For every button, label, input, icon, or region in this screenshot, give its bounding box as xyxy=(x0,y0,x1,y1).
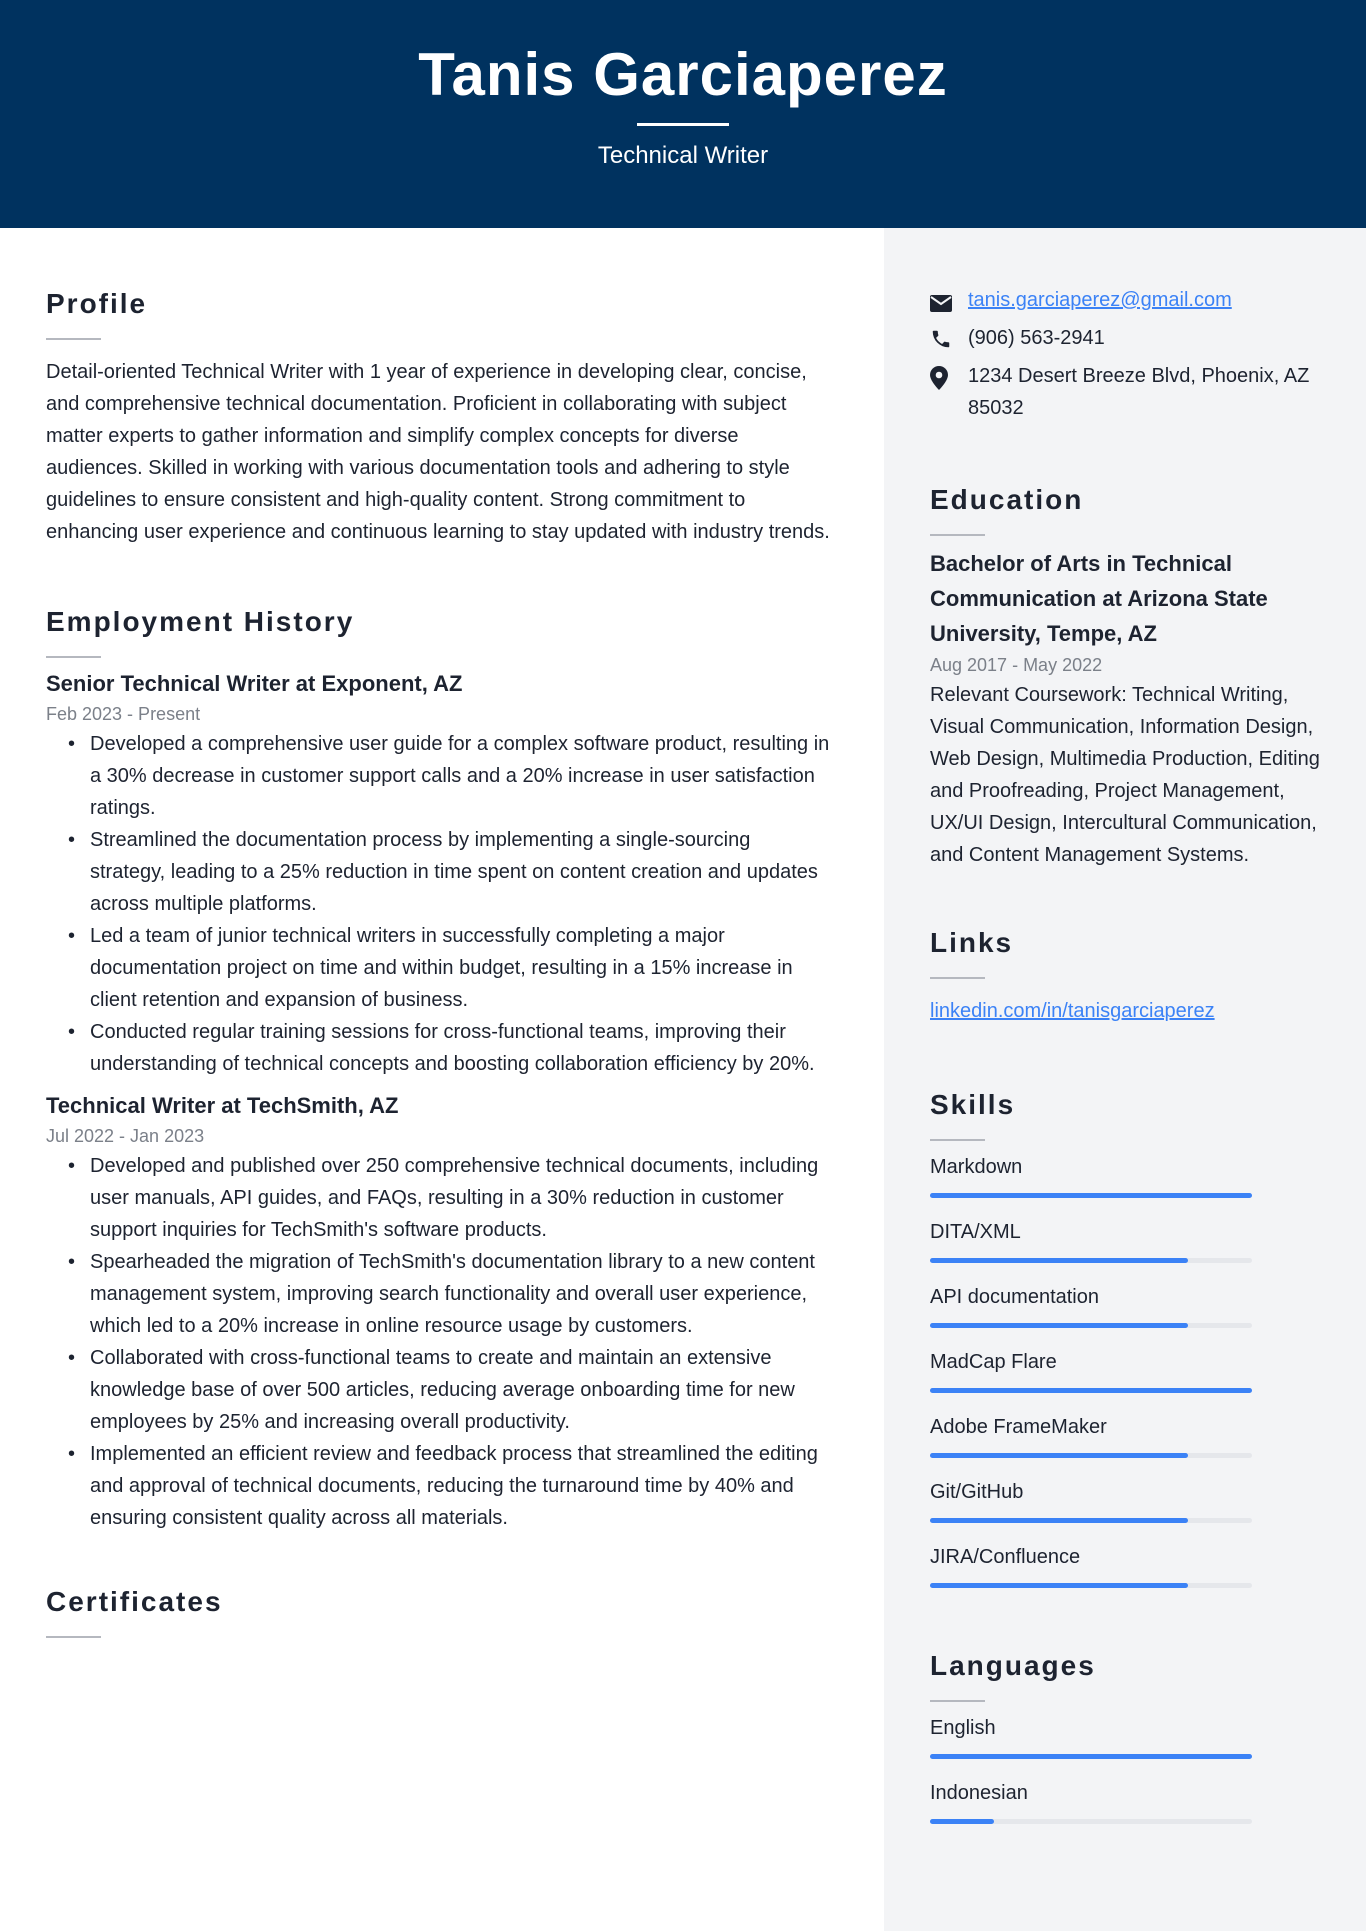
envelope-icon xyxy=(930,284,968,322)
employment-section xyxy=(46,606,830,1534)
contact-section xyxy=(930,284,1366,424)
education-details: Relevant Coursework: Technical Writing, Visual Communication, Information Design, Web Design, Multimedia Production, Editing and Proofreading, Project Management, UX/UI Design, Intercultural Communication, and Content Management Systems. xyxy=(930,684,1320,866)
section-heading: Links xyxy=(930,927,1014,958)
job-dates: Jul 2022 - Jan 2023 xyxy=(46,1126,205,1146)
education-dates: Aug 2017 - May 2022 xyxy=(930,655,1103,675)
education-section xyxy=(930,484,1330,871)
job-title: Senior Technical Writer at Exponent, AZ xyxy=(46,671,463,696)
skill-item xyxy=(930,1153,1252,1198)
section-heading: Languages xyxy=(930,1650,1096,1681)
skill-item xyxy=(930,1543,1252,1588)
skills-name: Adobe FrameMaker xyxy=(930,1416,1107,1438)
level-bar xyxy=(930,1193,1252,1198)
skill-item xyxy=(930,1478,1252,1523)
level-fill xyxy=(930,1258,1188,1263)
level-fill xyxy=(930,1453,1188,1458)
sidebar xyxy=(884,228,1366,1931)
level-fill xyxy=(930,1819,994,1824)
contact-address xyxy=(930,360,1366,424)
bullet-item: • Conducted regular training sessions for cross-functional teams, improving their understanding of technical concepts and boosting collaboration efficiency by 20%. xyxy=(90,1016,830,1080)
skill-item xyxy=(930,1218,1252,1263)
bullet-item: • Developed a comprehensive user guide for a complex software product, resulting in a 30% decrease in customer support calls and a 20% increase in user satisfaction ratings. xyxy=(90,728,830,824)
profile-text: Detail-oriented Technical Writer with 1 year of experience in developing clear, concise, and comprehensive technical documentation. Proficient in collaborating with subject matter experts to gather information and simplify complex concepts for diverse audiences. Skilled in working with various documentation tools and adhering to style guidelines to ensure consistent and high-quality content. Strong commitment to enhancing user experience and continuous learning to stay updated with industry trends. xyxy=(46,361,830,543)
skill-item xyxy=(930,1348,1252,1393)
skill-item xyxy=(930,1413,1252,1458)
contact-phone xyxy=(930,322,1366,360)
skill-item xyxy=(930,1283,1252,1328)
contact-email xyxy=(930,284,1366,322)
level-bar xyxy=(930,1754,1252,1759)
job-entry xyxy=(46,668,830,1080)
candidate-name: Tanis Garciaperez xyxy=(418,41,948,108)
section-heading: Profile xyxy=(46,288,148,319)
degree-title: Bachelor of Arts in Technical Communication at Arizona State University, Tempe, AZ xyxy=(930,551,1268,646)
skills-name: Markdown xyxy=(930,1156,1023,1178)
job-bullets xyxy=(46,728,830,1080)
main-column xyxy=(46,228,830,1654)
candidate-title: Technical Writer xyxy=(597,142,769,169)
skills-name: DITA/XML xyxy=(930,1221,1021,1243)
section-heading: Education xyxy=(930,484,1084,515)
level-bar xyxy=(930,1583,1252,1588)
level-bar xyxy=(930,1819,1252,1824)
header-divider xyxy=(637,123,729,126)
bullet-item: • Spearheaded the migration of TechSmith's documentation library to a new content management system, improving search functionality and overall user experience, which led to a 20% increase in online resource usage by customers. xyxy=(90,1246,830,1342)
job-dates: Feb 2023 - Present xyxy=(46,704,201,724)
level-fill xyxy=(930,1583,1188,1588)
skills-section xyxy=(930,1089,1366,1588)
phone-number: (906) 563-2941 xyxy=(968,327,1105,349)
skills-name: API documentation xyxy=(930,1286,1099,1308)
divider xyxy=(930,534,985,536)
languages-name: Indonesian xyxy=(930,1782,1028,1804)
divider xyxy=(930,1700,985,1702)
section-heading: Employment History xyxy=(46,606,355,637)
job-bullets xyxy=(46,1150,830,1534)
level-bar xyxy=(930,1258,1252,1263)
level-fill xyxy=(930,1518,1188,1523)
map-pin-icon xyxy=(930,360,968,400)
language-item xyxy=(930,1714,1252,1759)
resume-header xyxy=(0,0,1366,228)
address: 1234 Desert Breeze Blvd, Phoenix, AZ 85032 xyxy=(968,365,1310,419)
email-link[interactable]: tanis.garciaperez@gmail.com xyxy=(968,289,1232,311)
divider xyxy=(46,1636,101,1638)
skills-name: Git/GitHub xyxy=(930,1481,1024,1503)
level-fill xyxy=(930,1754,1252,1759)
skills-name: MadCap Flare xyxy=(930,1351,1057,1373)
bullet-item: • Developed and published over 250 comprehensive technical documents, including user manuals, API guides, and FAQs, resulting in a 30% reduction in customer support inquiries for TechSmith's software products. xyxy=(90,1150,830,1246)
divider xyxy=(46,338,101,340)
divider xyxy=(930,1139,985,1141)
phone-icon xyxy=(930,322,968,360)
languages-name: English xyxy=(930,1717,996,1739)
level-bar xyxy=(930,1453,1252,1458)
bullet-item: • Implemented an efficient review and feedback process that streamlined the editing and approval of technical documents, reducing the turnaround time by 40% and ensuring consistent quality across all materials. xyxy=(90,1438,830,1534)
section-heading: Certificates xyxy=(46,1586,223,1617)
job-entry xyxy=(46,1090,830,1534)
level-fill xyxy=(930,1388,1252,1393)
language-item xyxy=(930,1779,1252,1824)
certificates-section xyxy=(46,1586,830,1638)
bullet-item: • Led a team of junior technical writers in successfully completing a major documentation project on time and within budget, resulting in a 15% increase in client retention and expansion of business. xyxy=(90,920,830,1016)
level-bar xyxy=(930,1518,1252,1523)
job-title: Technical Writer at TechSmith, AZ xyxy=(46,1093,399,1118)
bullet-item: • Collaborated with cross-functional teams to create and maintain an extensive knowledge base of over 500 articles, reducing average onboarding time for new employees by 25% and increasing overall productivity. xyxy=(90,1342,830,1438)
level-bar xyxy=(930,1323,1252,1328)
divider xyxy=(46,656,101,658)
level-bar xyxy=(930,1388,1252,1393)
level-fill xyxy=(930,1193,1252,1198)
level-fill xyxy=(930,1323,1188,1328)
profile-section xyxy=(46,288,830,548)
linkedin-link[interactable]: linkedin.com/in/tanisgarciaperez xyxy=(930,1000,1215,1022)
skills-name: JIRA/Confluence xyxy=(930,1546,1081,1568)
languages-section xyxy=(930,1650,1366,1824)
links-section xyxy=(930,927,1366,1027)
divider xyxy=(930,977,985,979)
section-heading: Skills xyxy=(930,1089,1016,1120)
bullet-item: • Streamlined the documentation process by implementing a single-sourcing strategy, leading to a 25% reduction in time spent on content creation and updates across multiple platforms. xyxy=(90,824,830,920)
